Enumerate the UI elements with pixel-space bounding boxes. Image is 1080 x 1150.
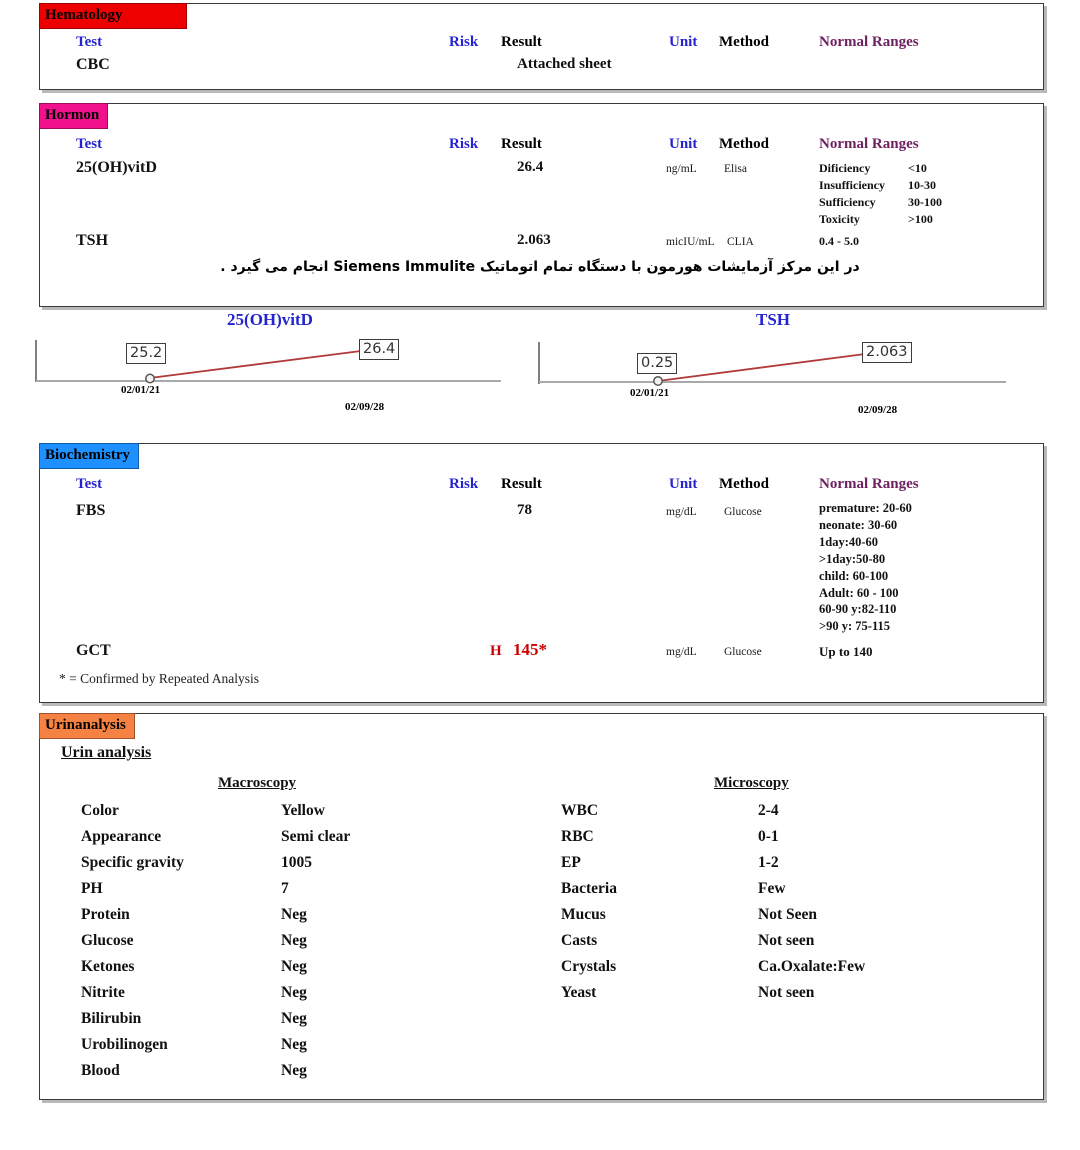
macroscopy-title: Macroscopy	[218, 775, 297, 791]
column-header-normal-ranges: Normal Ranges	[819, 34, 919, 50]
test-name-gct: GCT	[76, 642, 111, 659]
hormon-section	[39, 103, 1044, 307]
column-header-result: Result	[501, 476, 542, 492]
column-header-method: Method	[719, 476, 769, 492]
column-header-risk: Risk	[449, 476, 479, 492]
gct-method: Glucose	[724, 646, 762, 658]
biochemistry-section	[39, 443, 1044, 703]
macroscopy-row-value: Neg	[281, 906, 307, 923]
test-name-cbc: CBC	[76, 56, 110, 73]
macroscopy-row-value: Yellow	[281, 802, 325, 819]
microscopy-row-label: Yeast	[561, 984, 597, 1001]
tsh-date-1: 02/01/21	[630, 387, 670, 399]
macroscopy-row-label: Glucose	[81, 932, 134, 949]
column-header-method: Method	[719, 34, 769, 50]
microscopy-row-value: Ca.Oxalate:Few	[758, 958, 866, 975]
column-header-normal-ranges: Normal Ranges	[819, 476, 919, 492]
test-name-vitd: 25(OH)vitD	[76, 159, 157, 176]
macroscopy-row-label: Appearance	[81, 828, 162, 845]
tsh-method: CLIA	[727, 236, 754, 248]
column-header-result: Result	[501, 136, 542, 152]
tsh-data-point	[654, 377, 662, 385]
fbs-result: 78	[517, 502, 532, 518]
fbs-unit: mg/dL	[666, 506, 697, 518]
microscopy-row-label: Mucus	[561, 906, 606, 923]
microscopy-row-value: Few	[758, 880, 786, 897]
column-header-test: Test	[76, 476, 103, 492]
column-header-test: Test	[76, 34, 103, 50]
repeat-analysis-footnote: * = Confirmed by Repeated Analysis	[59, 671, 259, 686]
column-header-method: Method	[719, 136, 769, 152]
microscopy-row-label: EP	[561, 854, 581, 871]
vitd-date-2: 02/09/28	[345, 401, 385, 413]
vitd-result: 26.4	[517, 159, 544, 175]
gct-unit: mg/dL	[666, 646, 697, 658]
microscopy-row-value: Not Seen	[758, 906, 817, 923]
vitd-trend-line	[150, 351, 361, 378]
macroscopy-row-value: Neg	[281, 958, 307, 975]
gct-result: 145*	[513, 640, 547, 659]
vitd-date-1: 02/01/21	[121, 384, 161, 396]
gct-risk-flag: H	[490, 643, 502, 659]
macroscopy-row-value: Neg	[281, 932, 307, 949]
hematology-section	[39, 3, 1044, 90]
hematology-section-label: Hematology	[39, 3, 187, 29]
cbc-result: Attached sheet	[517, 56, 612, 72]
vitd-range-row: Sufficiency 30-100	[819, 195, 942, 209]
test-name-fbs: FBS	[76, 502, 106, 519]
macroscopy-row-label: Protein	[81, 906, 130, 923]
urinalysis-subtitle: Urin analysis	[61, 744, 152, 761]
macroscopy-row-label: Bilirubin	[81, 1010, 142, 1027]
hormon-section-label: Hormon	[39, 103, 108, 129]
urinalysis-section	[39, 713, 1044, 1100]
macroscopy-row-label: Urobilinogen	[81, 1036, 168, 1053]
fbs-normal-ranges: premature: 20-60 neonate: 30-60 1day:40-60 >1day:50-80 child: 60-100 Adult: 60 - 100 60-90 y:82-110 >90 y: 75-115	[819, 501, 912, 634]
microscopy-row-label: RBC	[561, 828, 594, 845]
gct-normal-range: Up to 140	[819, 644, 873, 659]
vitd-value-label-2: 26.4	[359, 339, 399, 360]
microscopy-title: Microscopy	[714, 775, 789, 791]
vitd-method: Elisa	[724, 163, 747, 175]
vitd-value-label-1: 25.2	[126, 343, 166, 364]
macroscopy-row-value: Semi clear	[281, 828, 351, 845]
macroscopy-row-label: Specific gravity	[81, 854, 184, 871]
tsh-result: 2.063	[517, 232, 551, 248]
urinalysis-section-label: Urinanalysis	[39, 713, 135, 739]
vitd-trend-chart	[35, 310, 505, 422]
macroscopy-row-label: Color	[81, 802, 119, 819]
hormon-persian-note: در این مرکز آزمایشات هورمون با دستگاه تمام اتوماتیک Siemens Immulite انجام می گیرد .	[220, 259, 860, 275]
vitd-unit: ng/mL	[666, 163, 697, 175]
microscopy-row-label: Bacteria	[561, 880, 617, 897]
microscopy-row-label: WBC	[561, 802, 599, 819]
microscopy-row-value: Not seen	[758, 984, 815, 1001]
tsh-chart-title: TSH	[755, 310, 791, 329]
microscopy-row-value: 0-1	[758, 828, 779, 845]
column-header-unit: Unit	[669, 476, 698, 492]
tsh-date-2: 02/09/28	[858, 404, 898, 416]
microscopy-row-value: 2-4	[758, 802, 779, 819]
microscopy-row-label: Crystals	[561, 958, 617, 975]
column-header-risk: Risk	[449, 34, 479, 50]
macroscopy-row-label: Ketones	[81, 958, 135, 975]
macroscopy-row-value: 7	[281, 880, 289, 897]
microscopy-row-label: Casts	[561, 932, 598, 949]
macroscopy-row-label: PH	[81, 880, 103, 897]
vitd-chart-plot	[35, 338, 505, 390]
vitd-normal-ranges	[819, 161, 942, 229]
column-header-risk: Risk	[449, 136, 479, 152]
macroscopy-row-value: Neg	[281, 1062, 307, 1079]
macroscopy-row-value: Neg	[281, 984, 307, 1001]
fbs-method: Glucose	[724, 506, 762, 518]
column-header-normal-ranges: Normal Ranges	[819, 136, 919, 152]
macroscopy-row-value: Neg	[281, 1036, 307, 1053]
tsh-trend-chart	[538, 310, 1008, 422]
tsh-value-label-1: 0.25	[637, 353, 677, 374]
test-name-tsh: TSH	[76, 232, 109, 249]
tsh-normal-range: 0.4 - 5.0	[819, 234, 859, 248]
macroscopy-row-label: Nitrite	[81, 984, 125, 1001]
vitd-range-row: Toxicity >100	[819, 212, 933, 226]
microscopy-row-value: Not seen	[758, 932, 815, 949]
tsh-value-label-2: 2.063	[862, 342, 912, 363]
macroscopy-row-label: Blood	[81, 1062, 120, 1079]
column-header-unit: Unit	[669, 136, 698, 152]
column-header-result: Result	[501, 34, 542, 50]
column-header-unit: Unit	[669, 34, 698, 50]
microscopy-row-value: 1-2	[758, 854, 779, 871]
macroscopy-row-value: Neg	[281, 1010, 307, 1027]
tsh-trend-line	[658, 354, 865, 381]
tsh-chart-plot	[538, 338, 1008, 390]
vitd-range-row: Dificiency <10	[819, 161, 927, 175]
column-header-test: Test	[76, 136, 103, 152]
vitd-range-row: Insufficiency 10-30	[819, 178, 936, 192]
vitd-chart-title: 25(OH)vitD	[227, 310, 313, 329]
tsh-unit: micIU/mL	[666, 236, 715, 248]
macroscopy-row-value: 1005	[281, 854, 312, 871]
vitd-data-point	[146, 374, 154, 382]
biochemistry-section-label: Biochemistry	[39, 443, 139, 469]
